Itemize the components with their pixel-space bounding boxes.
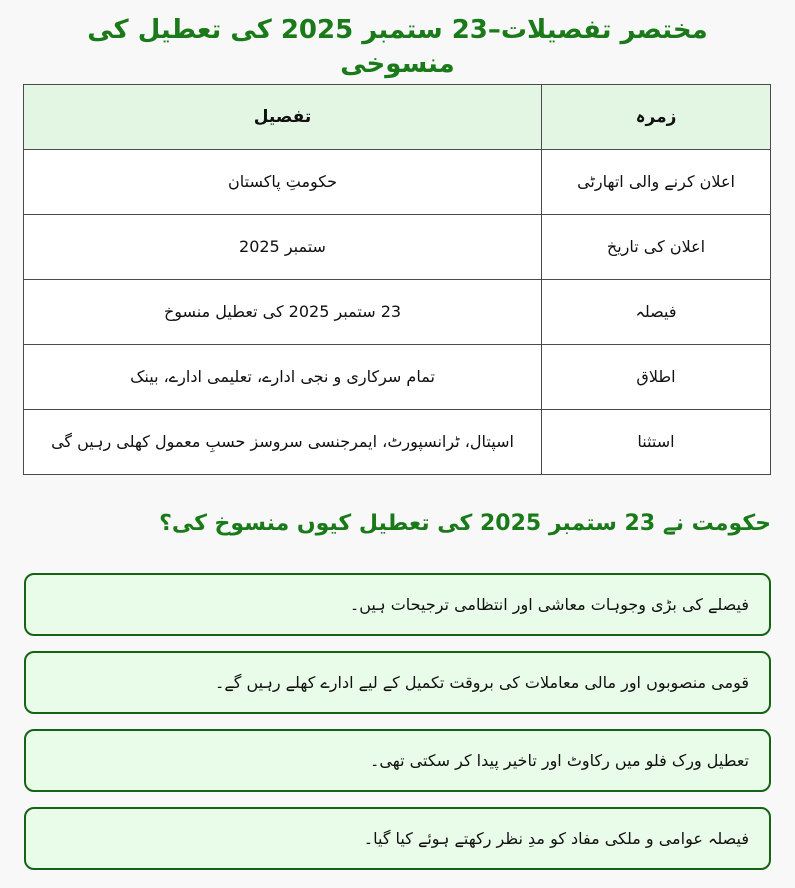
reason-box [24, 573, 771, 636]
category-cell: اعلان کرنے والی اتھارٹی [542, 149, 771, 214]
category-cell: اطلاق [542, 344, 771, 409]
table-row [24, 214, 771, 279]
table-row [24, 149, 771, 214]
category-cell: فیصلہ [542, 279, 771, 344]
category-cell: استثنا [542, 409, 771, 474]
reason-box [24, 729, 771, 792]
reason-text: قومی منصوبوں اور مالی معاملات کی بروقت تکمیل کے لیے ادارے کھلے رہیں گے۔ [215, 672, 749, 692]
reason-box [24, 651, 771, 714]
detail-cell: حکومتِ پاکستان [24, 149, 542, 214]
page-title: مختصر تفصیلات–23 ستمبر 2025 کی تعطیل کی منسوخی [87, 15, 708, 79]
summary-table [23, 84, 771, 475]
category-cell: اعلان کی تاریخ [542, 214, 771, 279]
reason-text: تعطیل ورک فلو میں رکاوٹ اور تاخیر پیدا کر سکتی تھی۔ [370, 750, 749, 770]
section-heading: حکومت نے 23 ستمبر 2025 کی تعطیل کیوں منسوخ کی؟ [159, 510, 771, 536]
reason-text: فیصلہ عوامی و ملکی مفاد کو مدِ نظر رکھتے ہوئے کیا گیا۔ [363, 828, 749, 848]
reason-box [24, 807, 771, 870]
table-row [24, 409, 771, 474]
column-header-detail: تفصیل [24, 84, 542, 149]
reason-text: فیصلے کی بڑی وجوہات معاشی اور انتظامی ترجیحات ہیں۔ [349, 594, 749, 614]
table-header-row [24, 84, 771, 149]
table-row [24, 344, 771, 409]
detail-cell: اسپتال، ٹرانسپورٹ، ایمرجنسی سروسز حسبِ معمول کھلی رہیں گی [24, 409, 542, 474]
detail-cell: 23 ستمبر 2025 کی تعطیل منسوخ [24, 279, 542, 344]
detail-cell: ستمبر 2025 [24, 214, 542, 279]
table-row [24, 279, 771, 344]
detail-cell: تمام سرکاری و نجی ادارے، تعلیمی ادارے، بینک [24, 344, 542, 409]
column-header-category: زمرہ [542, 84, 771, 149]
